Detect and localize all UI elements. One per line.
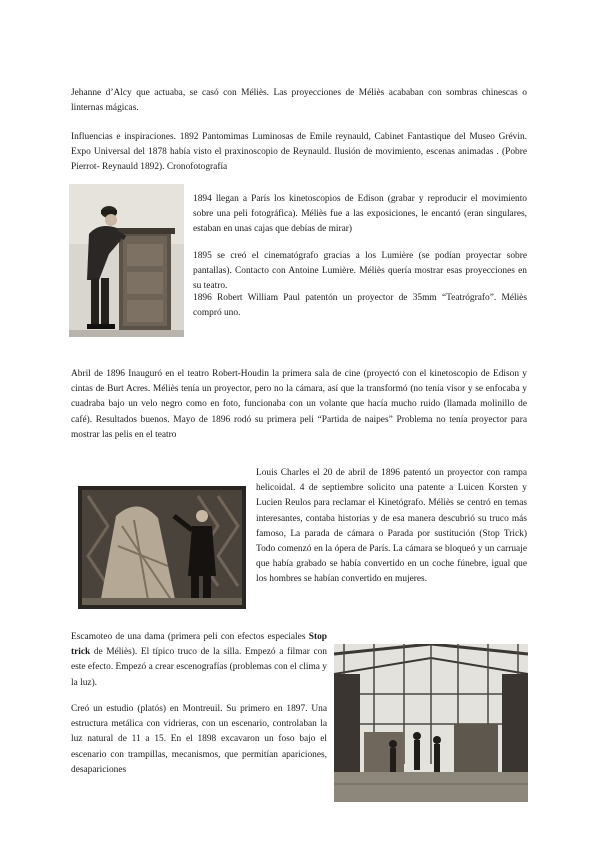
paragraph-abril-1896: Abril de 1896 Inauguró en el teatro Robert-Houdin la primera sala de cine (proyectó con el kinetoscopio de Edison y cintas de Burt Acres. Méliès tenía un proyector, pero no la cámara, así que la transformó (no tenía visor y se enfocaba y cuadraba bajo un velo negro como en foto, funcionaba con un volante que hacía mucho ruido (llamada molinillo de café). Resultados buenos. Mayo de 1896 rodó su primera peli “Partida de naipes” Problema no tenía proyector para mostrar las pelis en el teatro bbox=[71, 369, 527, 440]
paragraph-1895: 1895 se creó el cinematógrafo gracias a los Lumière (se podían proyectar sobre pantallas). Contacto con Antoine Lumière. Méliès quería mostrar esas proyecciones en su teatro. bbox=[193, 251, 527, 292]
montreuil-studio-photo bbox=[334, 644, 528, 802]
paragraph-1894: 1894 llegan a París los kinetoscopios de Edison (grabar y reproducir el movimiento sobre una peli fotográfica). Méliès fue a las exposiciones, le encantó (eran singulares, estaban en unas cajas que debías de mirar) bbox=[193, 194, 527, 235]
paragraph-1896-paul: 1896 Robert William Paul patentón un proyector de 35mm “Teatrógrafo”. Méliès compró uno. bbox=[193, 293, 527, 319]
paragraph-louis-charles: Louis Charles el 20 de abril de 1896 patentó un proyector con rampa helicoidal. 4 de septiembre solicito una patente a Luicen Korsten y Lucien Reulos para reclamar el Kinetógrafo. Méliès se centró en temas interesantes, contaba historias y de esa manera descubrió su truco más famoso, La parada de cámara o Parada por sustitución (Stop Trick) Todo comenzó en la ópera de París. La cámara se bloqueó y un carruaje que había grabado se había convertido en un coche fúnebre, igual que los hombres se habían convertido en mujeres. bbox=[256, 468, 527, 585]
kinetoscope-photo bbox=[69, 184, 184, 337]
paragraph-montreuil: Creó un estudio (platós) en Montreuil. Su primero en 1897. Una estructura metálica con vidrieras, con un escenario, controlaban la luz natural de 11 a 15. En el 1898 excavaron un foso bajo el escenario con trampillas, mecanismos, que permitían apariciones, desapariciones bbox=[71, 704, 327, 775]
paragraph-jehanne: Jehanne d’Alcy que actuaba, se casó con Méliès. Las proyecciones de Méliès acababan con sombras chinescas o linternas mágicas. bbox=[71, 88, 527, 114]
stop-trick-term: Stop trick bbox=[71, 632, 327, 658]
paragraph-escamoteo: Escamoteo de una dama (primera peli con efectos especiales Stop trick de Méliès). El típico truco de la silla. Empezó a filmar con este efecto. Empezó a crear escenografías (problemas con el clima y la luz). bbox=[71, 632, 327, 688]
paragraph-influencias: Influencias e inspiraciones. 1892 Pantomimas Luminosas de Emile reynauld, Cabinet Fantastique del Museo Grévin. Expo Universal del 1878 había visto el praxinoscopio de Reynauld. Ilusión de movimiento, escenas animadas . (Pobre Pierrot- Reynauld 1892). Cronofotografía bbox=[71, 132, 527, 173]
stop-trick-still-photo bbox=[78, 486, 246, 609]
